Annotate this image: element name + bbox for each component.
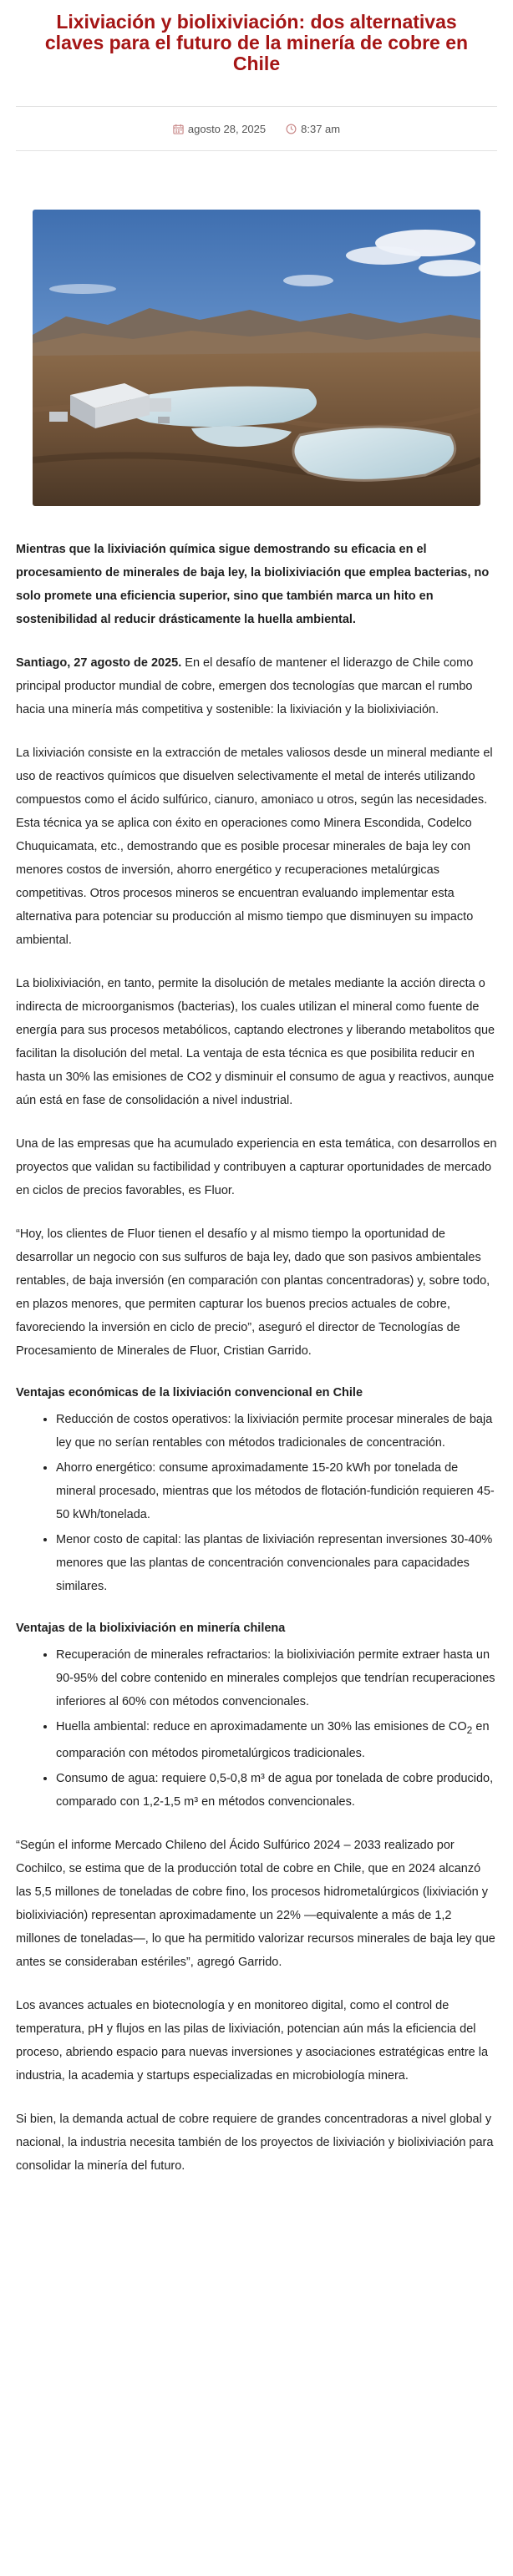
list-item: • Consumo de agua: requiere 0,5-0,8 m³ de agua por tonelada de cobre producido, comparado con 1,2-1,5 m³ en métodos convencionales. <box>56 1767 497 1814</box>
article <box>16 0 497 2178</box>
paragraph-biolixiviacion: La biolixiviación, en tanto, permite la disolución de metales mediante la acción directa o indirecta de microorganismos (bacterias), los cuales utilizan el mineral como fuente de energía para sus procesos metabólicos, captando electrones y liberando metabolitos que facilitan la disolución del metal. La ventaja de esta técnica es que posibilita reducir en hasta un 30% las emisiones de CO2 y disminuir el consumo de agua y reactivos, aunque aún está en fase de consolidación a nivel industrial. <box>16 977 495 1107</box>
article-lede: Mientras que la lixiviación química sigue demostrando su eficacia en el procesamiento de minerales de baja ley, la biolixiviación que emplea bacterias, no solo promete una eficiencia superior, sino que también marca un hito en sostenibilidad al reducir drásticamente la huella ambiental. <box>16 543 490 626</box>
section-heading-biolixiviacion: Ventajas de la biolixiviación en minería chilena <box>16 1622 286 1635</box>
paragraph-quote: “Hoy, los clientes de Fluor tienen el desafío y al mismo tiempo la oportunidad de desarrollar un negocio con sus sulfuros de baja ley, dado que son pasivos ambientales rentables, de baja inversión (en comparación con plantas concentradoras) y, sobre todo, en plazos menores, que permiten capturar los buenos precios actuales de cobre, favoreciendo la inversión en ciclo de precio”, aseguró el director de Tecnologías de Procesamiento de Minerales de Fluor, Cristian Garrido. <box>16 1227 490 1358</box>
list-item-text: Huella ambiental: reduce en aproximadamente un 30% las emisiones de CO <box>56 1720 467 1733</box>
list-item <box>56 1715 497 1765</box>
article-title: Lixiviación y biolixiviación: dos alternativas claves para el futuro de la minería de cobre en Chile <box>44 11 469 74</box>
intro-paragraph <box>16 651 497 721</box>
paragraph-cochilco: “Según el informe Mercado Chileno del Ácido Sulfúrico 2024 – 2033 realizado por Cochilco, se estima que de la producción total de cobre en Chile, que en 2024 alcanzó las 5,5 millones de toneladas de cobre fino, los procesos hidrometalúrgicos (lixiviación y biolixiviación) representan aproximadamente un 22% —equivalente a más de 1,2 millones de toneladas—, lo que ha permitido valorizar recursos minerales de baja ley que antes se consideraban estériles”, agregó Garrido. <box>16 1838 495 1969</box>
dateline: Santiago, 27 agosto de 2025. <box>16 656 182 670</box>
list-item: • Recuperación de minerales refractarios: la biolixiviación permite extraer hasta un 90-95% del cobre contenido en minerales complejos que tendrían recuperaciones inferiores al 60% con métodos convencionales. <box>56 1643 497 1713</box>
hero-image <box>33 210 480 506</box>
list-biolixiviacion <box>16 1643 497 1814</box>
subscript: 2 <box>466 1723 473 1736</box>
hero-image-container <box>16 210 497 506</box>
article-meta <box>16 106 497 151</box>
list-item: • Menor costo de capital: las plantas de lixiviación representan inversiones 30-40% menores que las plantas de concentración convencionales para capacidades similares. <box>56 1528 497 1598</box>
paragraph-cierre: Si bien, la demanda actual de cobre requiere de grandes concentradoras a nivel global y nacional, la industria necesita también de los proyectos de lixiviación y biolixiviación para consolidar la minería del futuro. <box>16 2112 494 2173</box>
paragraph-fluor: Una de las empresas que ha acumulado experiencia en esta temática, con desarrollos en proyectos que validan su factibilidad y contribuyen a capturar oportunidades de mercado en ciclos de precios favorables, es Fluor. <box>16 1137 497 1197</box>
clock-icon <box>286 124 297 134</box>
paragraph-lixiviacion: La lixiviación consiste en la extracción de metales valiosos desde un mineral mediante el uso de reactivos químicos que disuelven selectivamente el metal de interés utilizando compuestos como el ácido sulfúrico, cianuro, amoniaco u otros, según las necesidades. Esta técnica ya se aplica con éxito en operaciones como Minera Escondida, Codelco Chuquicamata, etc., demostrando que es posible procesar minerales de baja ley con menores costos de inversión, ahorro energético y recuperaciones metalúrgicas competitivas. Otros procesos mineros se encuentran evaluando implementar esta alternativa para potenciar su producción al mismo tiempo que disminuyen su impacto ambiental. <box>16 746 493 947</box>
section-heading-lixiviacion: Ventajas económicas de la lixiviación convencional en Chile <box>16 1386 363 1399</box>
publish-date <box>173 123 266 135</box>
list-lixiviacion <box>16 1408 497 1598</box>
publish-time-text: 8:37 am <box>301 122 341 135</box>
list-item-text: en comparación con métodos pirometalúrgicos tradicionales. <box>56 1720 490 1760</box>
list-item: • Reducción de costos operativos: la lixiviación permite procesar minerales de baja ley que no serían rentables con métodos tradicionales de concentración. <box>56 1408 497 1455</box>
publish-date-text: agosto 28, 2025 <box>187 122 267 135</box>
paragraph-avances: Los avances actuales en biotecnología y en monitoreo digital, como el control de temperatura, pH y flujos en las pilas de lixiviación, potencian aún más la eficiencia del proceso, abriendo espacio para nuevas inversiones y asociaciones estratégicas entre la industria, la academia y startups especializadas en microbiología minera. <box>16 1998 489 2083</box>
intro-text: En el desafío de mantener el liderazgo de Chile como principal productor mundial de cobre, emergen dos tecnologías que marcan el rumbo hacia una minería más competitiva y sostenible: la lixiviación y la biolixiviación. <box>16 656 474 716</box>
calendar-icon <box>173 124 184 134</box>
publish-time <box>286 123 340 135</box>
list-item: • Ahorro energético: consume aproximadamente 15-20 kWh por tonelada de mineral procesado, mientras que los métodos de flotación-fundición requieren 45-50 kWh/tonelada. <box>56 1456 497 1526</box>
